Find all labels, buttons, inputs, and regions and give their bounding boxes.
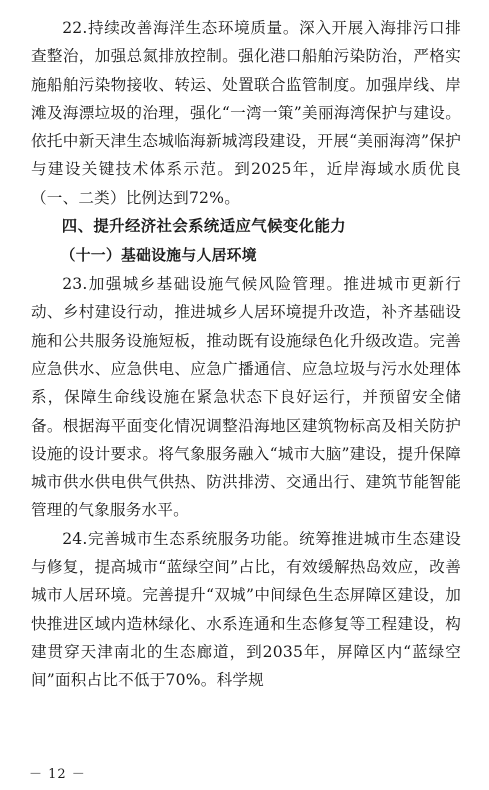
document-page xyxy=(31,14,461,695)
section-heading: 四、提升经济社会系统适应气候变化能力 xyxy=(61,217,347,236)
paragraph-22: 22.持续改善海洋生态环境质量。深入开展入海排污口排查整治，加强总氮排放控制。强化港口船舶污染防治，严格实施船舶污染物接收、转运、处置联合监管制度。加强岸线、岸滩及海漂垃圾的治理，强化“一湾一策”美丽海湾保护与建设。依托中新天津生态城临海新城湾段建设，开展“美丽海湾”保护与建设关键技术体系示范。到2025年，近岸海域水质优良（一、二类）比例达到72%。 xyxy=(31,19,461,207)
paragraph-24: 24.完善城市生态系统服务功能。统筹推进城市生态建设与修复，提高城市“蓝绿空间”占比，有效缓解热岛效应，改善城市人居环境。完善提升“双城”中间绿色生态屏障区建设，加快推进区域内造林绿化、水系连通和生态修复等工程建设，构建贯穿天津南北的生态廊道，到2035年，屏障区内“蓝绿空间”面积占比不低于70%。科学规 xyxy=(31,529,461,690)
paragraph-23: 23.加强城乡基础设施气候风险管理。推进城市更新行动、乡村建设行动，推进城乡人居环境提升改造，补齐基础设施和公共服务设施短板，推动既有设施绿色化升级改造。完善应急供水、应急供电、应急广播通信、应急垃圾与污水处理体系，保障生命线设施在紧急状态下良好运行，并预留安全储备。根据海平面变化情况调整沿海地区建筑物标高及相关防护设施的设计要求。将气象服务融入“城市大脑”建设，提升保障城市供水供电供气供热、防洪排涝、交通出行、建筑节能智能管理的气象服务水平。 xyxy=(31,275,461,520)
subsection-heading: （十一）基础设施与人居环境 xyxy=(60,247,257,265)
page-number: － 12 － xyxy=(29,767,86,782)
